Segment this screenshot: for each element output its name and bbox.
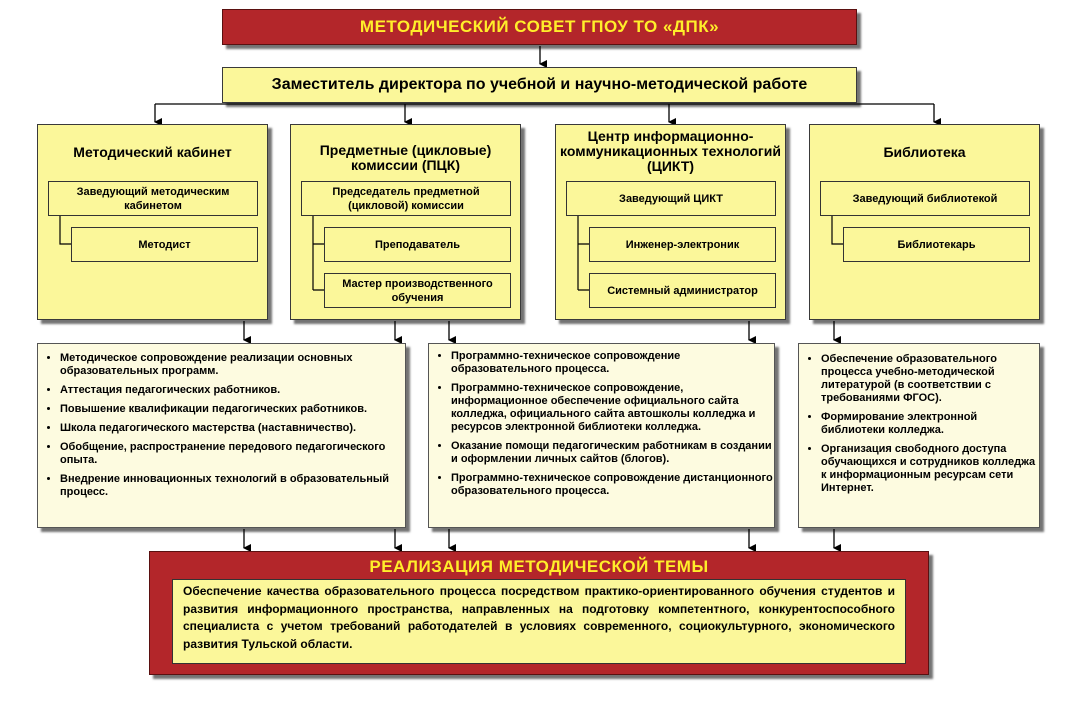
column-title: Предметные (цикловые) комиссии (ПЦК) — [319, 142, 492, 173]
column-subject-commissions — [290, 124, 521, 320]
head-position: Заведующий библиотекой — [820, 181, 1030, 216]
list-item: • Внедрение инновационных технологий в образовательный процесс. — [60, 473, 405, 499]
column-methodical-office — [37, 124, 268, 320]
head-position: Заведующий ЦИКТ — [566, 181, 776, 216]
list-item: • Методическое сопровождение реализации основных образовательных программ. — [60, 352, 405, 378]
column-title: Библиотека — [883, 144, 966, 160]
council-title: МЕТОДИЧЕСКИЙ СОВЕТ ГПОУ ТО «ДПК» — [359, 17, 720, 36]
sub-position: Инженер-электроник — [589, 227, 776, 262]
list-item: • Программно-техническое сопровождение дистанционного образовательного процесса. — [451, 472, 774, 498]
list-item: • Аттестация педагогических работников. — [60, 384, 405, 397]
theme-title: РЕАЛИЗАЦИЯ МЕТОДИЧЕСКОЙ ТЕМЫ — [369, 557, 709, 576]
head-position: Председатель предметной (цикловой) комиссии — [301, 181, 511, 216]
head-position: Заведующий методическим кабинетом — [48, 181, 258, 216]
functions-methodical — [37, 343, 406, 528]
list-item: • Организация свободного доступа обучающихся и сотрудников колледжа к информационным ресурсам сети Интернет. — [821, 443, 1039, 495]
sub-position: Преподаватель — [324, 227, 511, 262]
list-item: • Программно-техническое сопровождение, информационное обеспечение официального сайта колледжа, официального сайта автошколы колледжа и ресурсов электронной библиотеки колледжа. — [451, 382, 774, 434]
theme-text: Обеспечение качества образовательного процесса посредством практико-ориентированного обучения студентов и развития информационного пространства, направленных на подготовку компетентного, конкурентоспособного специалиста с учетом требований работодателей в условиях современного, социокультурного, экономического развития Тульской области. — [172, 579, 906, 664]
list-item: • Школа педагогического мастерства (наставничество). — [60, 422, 405, 435]
column-title: Методический кабинет — [73, 144, 232, 160]
deputy-box — [222, 67, 857, 103]
theme-box — [149, 551, 929, 675]
list-item: • Оказание помощи педагогическим работникам в создании и оформлении личных сайтов (блогов). — [451, 440, 774, 466]
list-item: • Программно-техническое сопровождение образовательного процесса. — [451, 350, 774, 376]
sub-position: Методист — [71, 227, 258, 262]
sub-position: Библиотекарь — [843, 227, 1030, 262]
sub-position: Системный администратор — [589, 273, 776, 308]
column-title: Центр информационно-коммуникационных технологий (ЦИКТ) — [560, 128, 781, 174]
council-box — [222, 9, 857, 45]
list-item: • Обобщение, распространение передового педагогического опыта. — [60, 441, 405, 467]
functions-library — [798, 343, 1040, 528]
deputy-title: Заместитель директора по учебной и научно-методической работе — [271, 76, 808, 93]
list-item: • Формирование электронной библиотеки колледжа. — [821, 411, 1039, 437]
sub-position: Мастер производственного обучения — [324, 273, 511, 308]
column-ict-center — [555, 124, 786, 320]
list-item: • Повышение квалификации педагогических работников. — [60, 403, 405, 416]
list-item: • Обеспечение образовательного процесса учебно-методической литературой (в соответствии с требованиями ФГОС). — [821, 353, 1039, 405]
functions-ict — [428, 343, 775, 528]
column-library — [809, 124, 1040, 320]
